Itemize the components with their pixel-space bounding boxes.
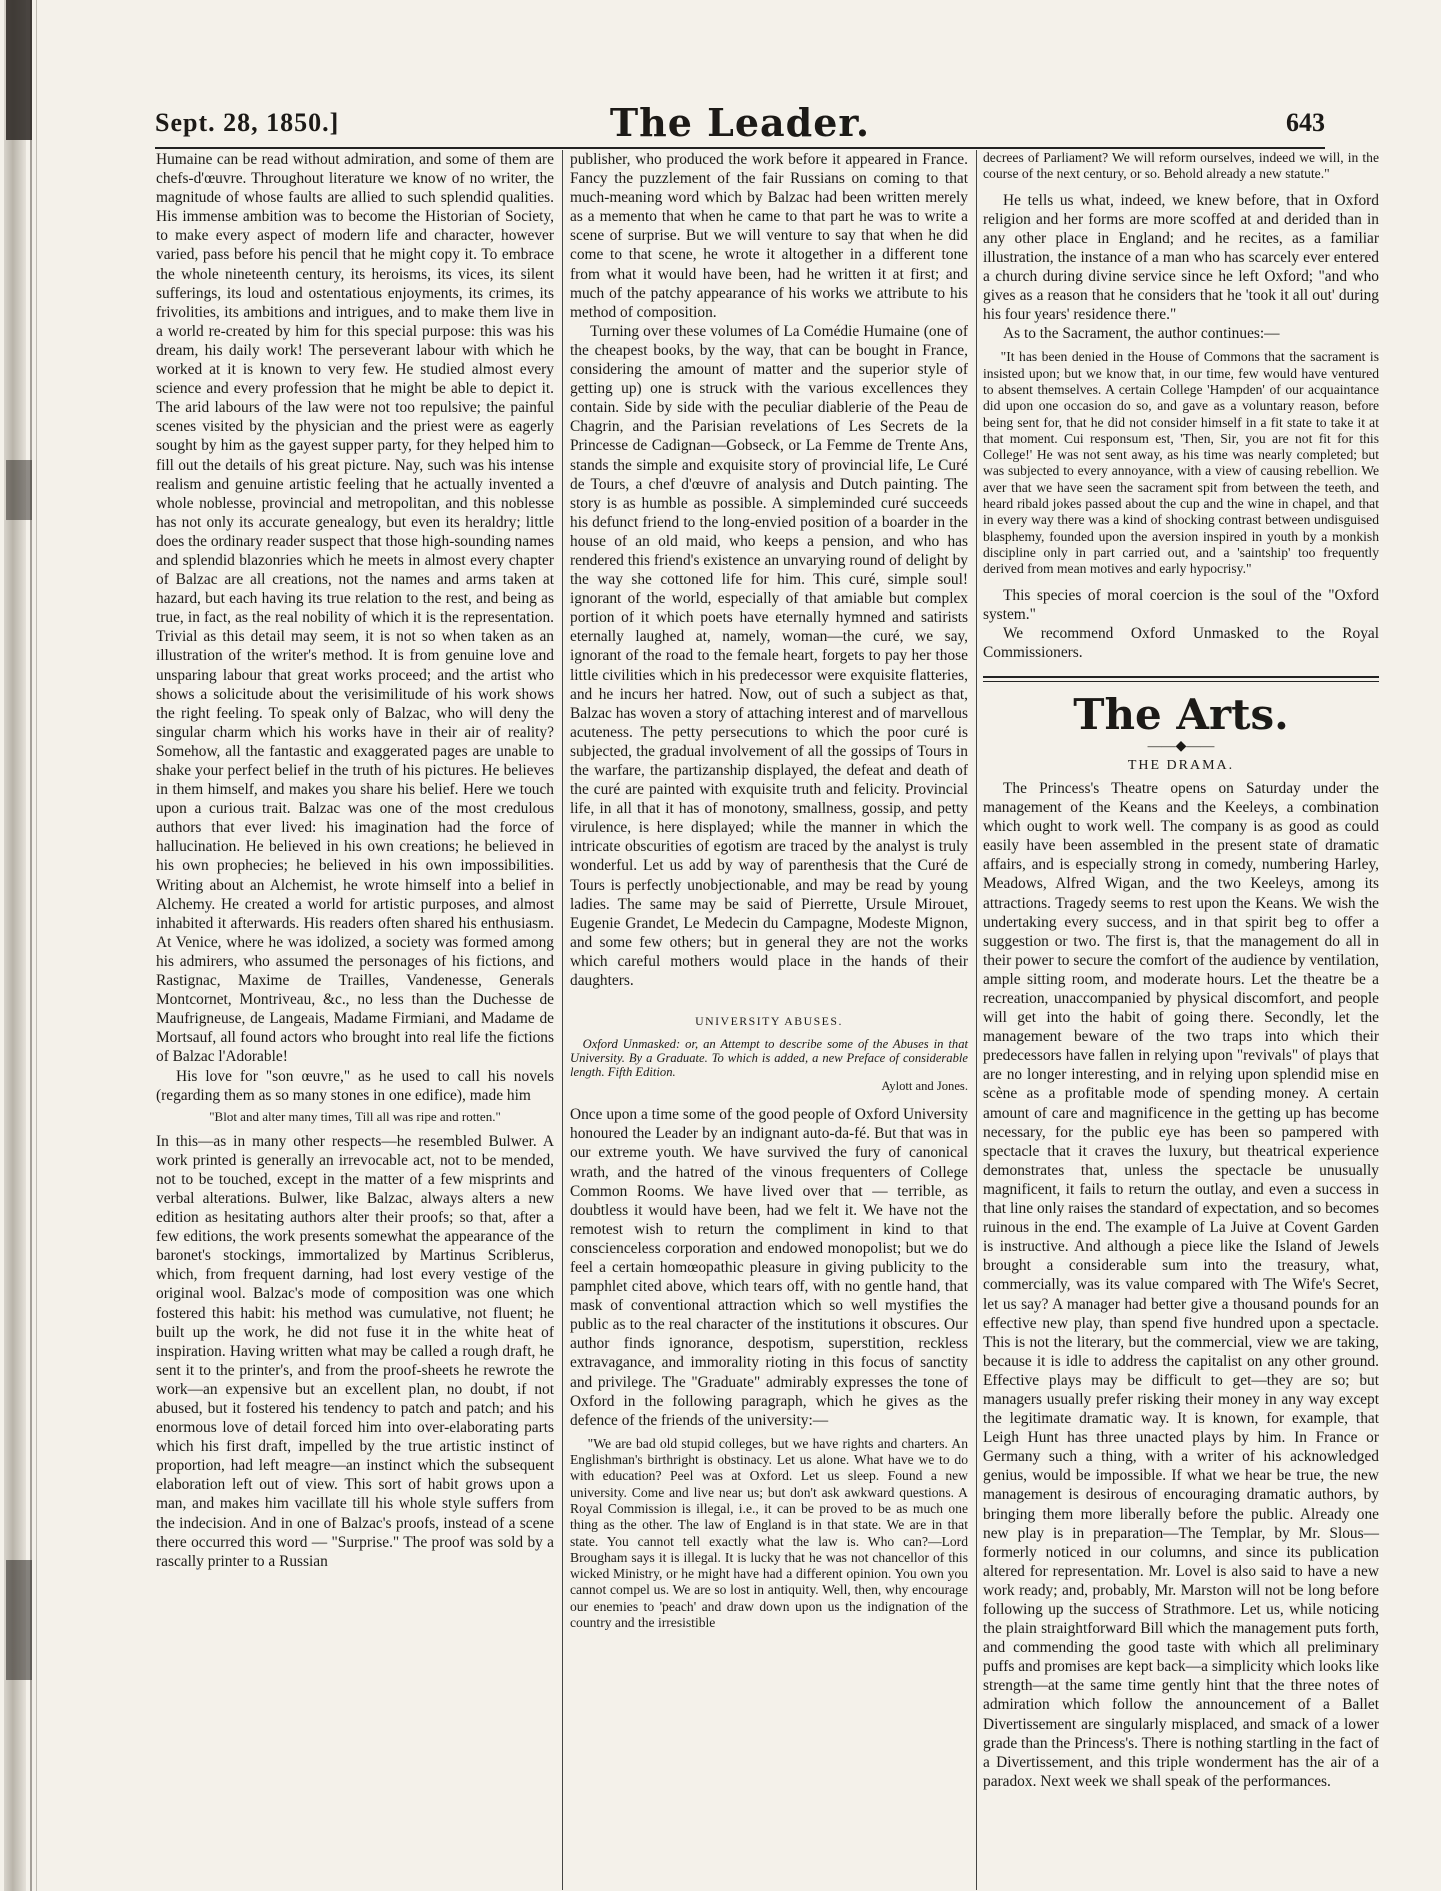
body-paragraph: We recommend Oxford Unmasked to the Royal Commissioners.	[983, 624, 1379, 661]
verse-quotation: "Blot and alter many times, Till all was ripe and rotten."	[209, 1108, 501, 1124]
column-3	[983, 150, 1379, 1791]
section-divider	[983, 676, 1379, 682]
body-paragraph: His love for "son œuvre," as he used to call his novels (regarding them as so many stones in one edifice), made him	[156, 1067, 554, 1104]
column-2	[570, 150, 968, 1639]
page-number: 643	[1286, 108, 1325, 137]
citation-publisher: Aylott and Jones.	[881, 1079, 968, 1094]
binding-dark-mark	[6, 460, 32, 520]
body-paragraph: This species of moral coercion is the soul of the "Oxford system."	[983, 586, 1379, 623]
subsection-title: THE DRAMA.	[1127, 757, 1235, 773]
body-paragraph: publisher, who produced the work before it appeared in France. Fancy the puzzlement of the fair Russians on coming to that much-meaning word which by Balzac had been written merely as a memento that when he came to that part he was to write a scene of surprise. But we will venture to say that when he did come to that scene, he wrote it altogether in a different tone from what it would have been, had he written it at first; and much of the patchy appearance of his works we attribute to his method of composition.	[570, 151, 968, 321]
body-paragraph: Turning over these volumes of La Comédie Humaine (one of the cheapest books, by the way, that can be bought in France, considering the amount of matter and the superior style of getting up) one is struck with the various excellences they contain. Side by side with the peculiar diablerie of the Peau de Chagrin, and the Parisian revelations of Les Secrets de la Princesse de Cadignan—Gobseck, or La Femme de Trente Ans, stands the simple and exquisite story of provincial life, Le Curé de Tours, a chef d'œuvre of analysis and Dutch painting. The story is as humble as possible. A simpleminded curé succeeds his defunct friend to the long-envied position of a boarder in the house of an old maid, who keeps a pension, and who has rendered this friend's existence an unvarying round of delight by the way she cottoned life for him. This curé, simple soul! ignorant of the world, especially of that amiable but complex portion of it which poets have eternally hymned and satirists eternally laughed at, namely, woman—the curé, we say, ignorant of the road to the female heart, forgets to pay her those little civilities which in his predecessor were exquisite flatteries, and he incurs her hatred. Now, out of such a subject as that, Balzac has woven a story of attaching interest and of marvellous acuteness. The petty persecutions to which the poor curé is subjected, the gradual involvement of all the gossips of Tours in the warfare, the partizanship displayed, the defeat and death of the curé are painted with exquisite truth and felicity. Provincial life, in all that it has of monotony, smallness, gossip, and petty virulence, is here displayed; while the manner in which the intricate obscurities of egotism are traced by the analyst is truly wonderful. Let us add by way of parenthesis that the Curé de Tours is perfectly unobjectionable, and may be read by young ladies. The same may be said of Pierrette, Ursule Mirouet, Eugenie Grandet, Le Medecin du Campagne, Modeste Mignon, and some few others; but in general they are not the works which careful mothers would place in the hands of their daughters.	[570, 322, 968, 990]
section-title: UNIVERSITY ABUSES.	[695, 1014, 843, 1029]
body-paragraph: Humaine can be read without admiration, and some of them are chefs-d'œuvre. Throughout literature we know of no writer, the magnitude of whose faults are allied to such splendid qualities. His immense ambition was to become the Historian of Society, to make every aspect of modern life and character, however varied, pass before his pencil that he might copy it. To embrace the whole nineteenth century, its heroisms, its vices, its silent sufferings, its loud and ostentatious enjoyments, its crimes, its frivolities, its ambitions and intrigues, and to make them live in a world re-created by him for this special purpose: this was his dream, his daily work! The perseverant labour with which he worked at it is known to very few. He studied almost every science and every profession that he might be able to depict it. The arid labours of the law were not too repulsive; the painful scenes visited by the physician and the priest were as eagerly sought by him as the gayest supper party, for they helped him to fill out the details of his great picture. Nay, such was his intense realism and genuine artistic feeling that he actually invented a whole noblesse, provincial and metropolitan, and this noblesse has not only its accurate genealogy, but even its heraldry; little does the ordinary reader suspect that those high-sounding names and splendid blazonries which he meets in almost every chapter of Balzac are all creations, not the names and arms taken at hazard, but each having its true relation to the rest, and being as true, in fact, as the real nobility of which it is the representation. Trivial as this detail may seem, it is not so when taken as an illustration of the writer's method. It is from genuine love and unsparing labour that great works proceed; and the artist who shows a solicitude about the verisimilitude of his work shows the right feeling. To speak only of Balzac, who will deny the singular charm which his works have in their air of reality? Somehow, all the fantastic and exaggerated pages are unable to shake your perfect belief in the truth of his pictures. He believes in them himself, and makes you share his belief. Here we touch upon a curious trait. Balzac was one of the most credulous authors that ever lived: his imagination had the force of hallucination. He believed in his own creations; he believed in his own prophecies; he believed in his own impossibilities. Writing about an Alchemist, he wrote himself into a belief in Alchemy. He created a world for artistic purposes, and almost inhabited it afterwards. His readers often shared his enthusiasm. At Venice, where he was idolized, a society was formed among his admirers, who assumed the personages of his fictions, and Rastignac, Maxime de Trailles, Vandenesse, Generals Montcornet, Montriveau, &c., no less than the Duchesse de Maufrigneuse, de Langeais, Madame Firmiani, and Madame de Mortsauf, all found actors who brought into real life the fictions of Balzac l'Adorable!	[156, 151, 554, 1066]
binding-line-secondary	[36, 0, 37, 1891]
ornament-divider: ——◆——	[1147, 738, 1215, 754]
section-heading-the-arts: The Arts.	[1073, 689, 1289, 739]
issue-date: Sept. 28, 1850.]	[155, 108, 340, 137]
block-quotation: "It has been denied in the House of Commons that the sacrament is insisted upon; but we know that, in our time, few would have ventured to absent themselves. A certain College 'Hampden' of our acquaintance did upon one occasion do so, and gave as a voluntary reason, before being sent for, that he did not consider himself in a fit state to take it at that moment. Cui responsum est, 'Then, Sir, you are not fit for this College!' He was not sent away, as his time was nearly completed; but was subjected to every annoyance, with a view of causing rebellion. We aver that we have seen the sacrament spit from between the teeth, and heard ribald jokes passed about the cup and the wine in chapel, and that in every way there was a kind of shocking contrast between undisguised blasphemy, founded upon the aversion inspired in youth by a monkish discipline only in part carried out, and a 'saintship' too frequently derived from mean motives and early hypocrisy."	[983, 349, 1379, 577]
page-binding-edge	[0, 0, 42, 1891]
column-rule	[562, 150, 563, 1890]
column-1	[156, 150, 554, 1571]
body-paragraph: In this—as in many other respects—he resembled Bulwer. A work printed is generally an irrevocable act, not to be mended, not to be touched, except in the matter of a few misprints and verbal alterations. Bulwer, like Balzac, always alters a new edition as hesitating authors alter their proofs; so that, after a few editions, the work presents somewhat the appearance of the baronet's stockings, immortalized by Martinus Scriblerus, which, from frequent darning, had lost every vestige of the original wool. Balzac's mode of composition was one which fostered this habit: his method was cumulative, not fluent; he built up the work, he did not fuse it in the white heat of inspiration. Having written what may be called a rough draft, he sent it to the printer's, and from the proof-sheets he rewrote the work—an expensive but an excellent plan, no doubt, if not abused, but it fostered his tendency to patch and patch; and his enormous love of detail forced him into over-elaborating parts which his first draft, impelled by the true artistic instinct of proportion, had left meagre—an instinct which the subsequent elaboration left out of view. This sort of habit grows upon a man, and makes him vacillate till his whole style suffers from the indecision. And in one of Balzac's proofs, instead of a scene there occurred this word — "Surprise." The proof was sold by a rascally printer to a Russian	[156, 1132, 554, 1570]
binding-dark-mark	[6, 0, 32, 140]
body-paragraph: Once upon a time some of the good people of Oxford University honoured the Leader by an indignant auto-da-fé. But that was in our extreme youth. We have survived the fury of canonical wrath, and the hatred of the vinous frequenters of College Common Rooms. We have lived over that — terrible, as doubtless it would have been, had we felt it. We have not the remotest wish to return the compliment in kind to that conscienceless corporation and endowed monopolist; but we do feel a certain homœopathic pleasure in giving publicity to the pamphlet cited above, which tears off, with no gentle hand, that mask of conventional attraction which so well mystifies the public as to the real character of the institutions it obscures. Our author finds ignorance, despotism, superstition, reckless extravagance, and immorality rioting in this focus of sanctity and privilege. The "Graduate" admirably expresses the tone of Oxford in the following paragraph, which he gives as the defence of the friends of the university:—	[570, 1106, 968, 1429]
block-quotation: decrees of Parliament? We will reform ourselves, indeed we will, in the course of the next century, or so. Behold already a new statute."	[983, 150, 1379, 182]
column-rule	[976, 150, 977, 1890]
body-paragraph: He tells us what, indeed, we knew before, that in Oxford religion and her forms are more scoffed at and derided than in any other place in England; and he recites, as a familiar illustration, the instance of a man who has scarcely ever entered a church during divine service since he left Oxford; "and who gives as a reason that he considers that he 'took it all out' during his four years' residence there."	[983, 191, 1379, 324]
binding-dark-mark	[6, 1560, 32, 1680]
masthead-title: The Leader.	[609, 100, 871, 145]
page-header	[155, 100, 1325, 150]
block-quotation: "We are bad old stupid colleges, but we have rights and charters. An Englishman's birthright is obstinacy. Let us alone. What have we to do with education? Peel was at Oxford. Let us sleep. Found a new university. Come and live near us; but don't ask awkward questions. A Royal Commission is illegal, i.e., it can be proved to be as much one thing as the other. The law of England is in that state. We are in that state. You cannot tell exactly what the law is. Who can?—Lord Brougham says it is illegal. It is lucky that he was not chancellor of this wicked Ministry, or he might have had a different opinion. You own you cannot compel us. We are so lost in antiquity. Well, then, why encourage our enemies to 'peach' and draw down upon us the indignation of the country and the irresistible	[570, 1435, 968, 1631]
body-paragraph: The Princess's Theatre opens on Saturday under the management of the Keans and the Keeleys, a combination which ought to work well. The company is as good as could easily have been assembled in the present state of dramatic affairs, and is especially strong in comedy, numbering Harley, Meadows, Alfred Wigan, and the two Keeleys, among its attractions. Tragedy seems to rest upon the Keans. We wish the undertaking every success, and in that spirit beg to offer a suggestion or two. The first is, that the management do all in their power to secure the comfort of the audience by ventilation, ample sitting room, and moderate hours. Let the theatre be a recreation, unaccompanied by physical discomfort, and people will get into the habit of going there. Secondly, let the management beware of the two traps into which their predecessors have fallen in relying upon "revivals" of plays that are no longer interesting, and in relying upon splendid mise en scène as a profitable mode of spending money. A certain amount of care and magnificence in the getting up has become necessary, for the public eye has been so pampered with spectacle that it craves the luxury, but theatrical experience demonstrates that, unless the spectacle be unusually magnificent, it fails to return the outlay, and even a success in that line only raises the standard of expectation, and so becomes ruinous in the end. The example of La Juive at Covent Garden is instructive. And although a piece like the Island of Jewels brought a considerable sum into the treasury, what, commercially, was its value compared with The Wife's Secret, let us say? A manager had better give a thousand pounds for an effective new play, than spend five hundred upon a spectacle. This is not the literary, but the commercial, view we are taking, because it is idle to address the capitalist on any other ground. Effective plays may be difficult to get—they are so; but managers usually prefer risking their money in any way except the legitimate dramatic way. It is known, for example, that Leigh Hunt has three unacted plays by him. In France or Germany such a thing, with a writer of his acknowledged genius, would be impossible. If what we hear be true, the new management is desirous of encouraging dramatic authors, by bringing them more liberally before the public. Already one new play is in preparation—The Templar, by Mr. Slous—formerly noticed in our columns, and since its publication altered for representation. Mr. Lovel is also said to have a new work ready; and, probably, Mr. Marston will not be long before following up the success of Strathmore. Let us, while noticing the plain straightforward Bill which the management puts forth, and commending the good taste with which all preliminary puffs and promises are kept back—a simplicity which looks like strength—at the same time gently hint that the three notes of admiration which follow the announcement of a Ballet Divertissement are singularly misplaced, and smack of a lower grade than the Princess's. There is nothing startling in the fact of a Divertissement, and this triple wonderment has the air of a paradox. Next week we shall speak of the performances.	[983, 779, 1379, 1790]
body-paragraph: As to the Sacrament, the author continues:—	[1003, 325, 1280, 343]
book-citation	[570, 1037, 968, 1093]
header-rule	[155, 147, 1325, 149]
citation-text: Oxford Unmasked: or, an Attempt to describe some of the Abuses in that University. By a Graduate. To which is added, a new Preface of considerable length. Fifth Edition.	[570, 1037, 968, 1080]
